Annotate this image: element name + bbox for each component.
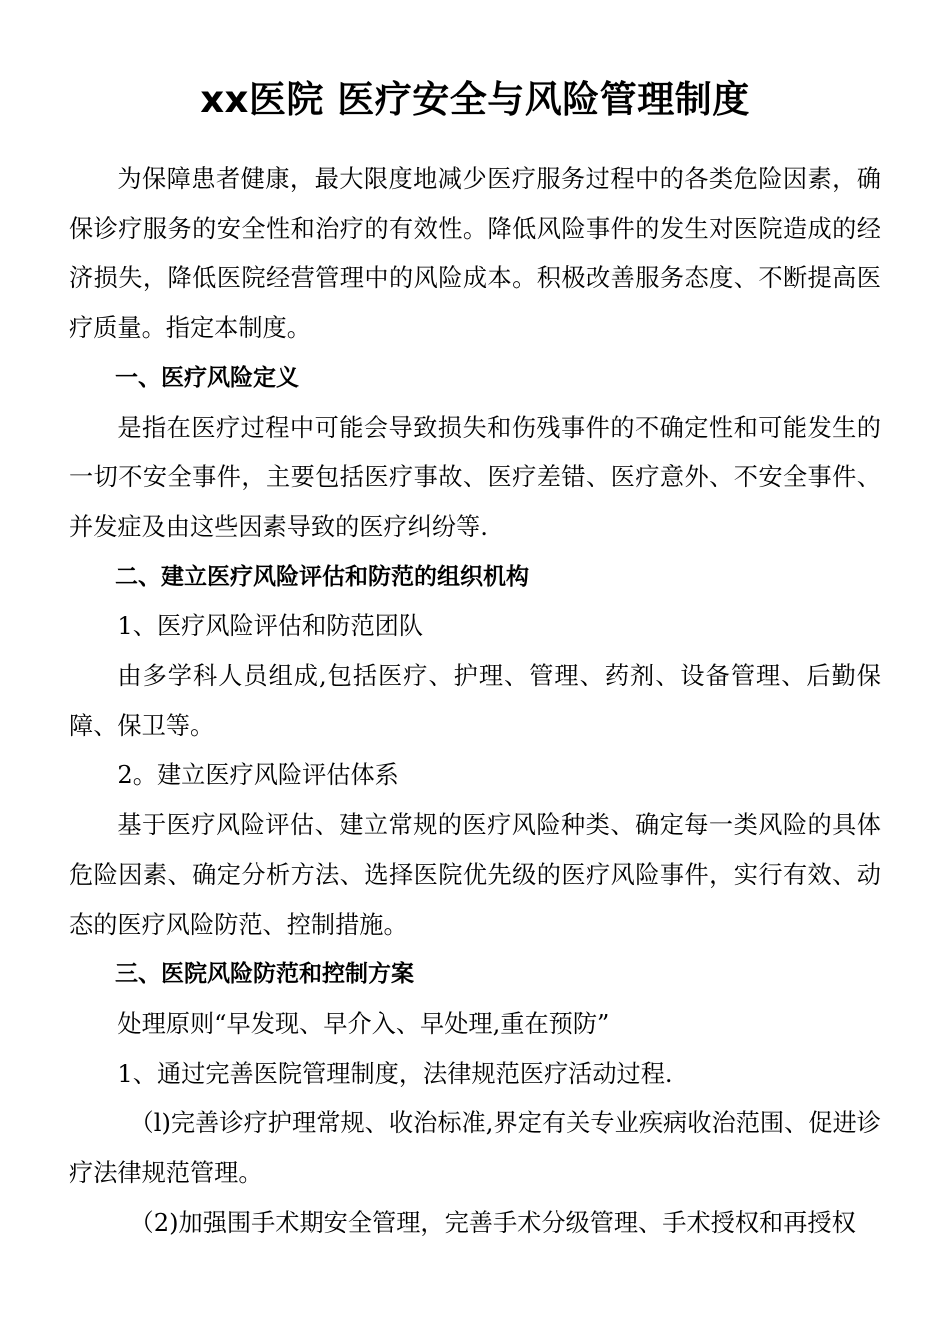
subsection-heading-2-1: 1、医疗风险评估和防范团队	[117, 612, 424, 641]
section-1-paragraph: 是指在医疗过程中可能会导致损失和伤残事件的不确定性和可能发生的一切不安全事件，主要包括医疗事故、医疗差错、医疗意外、不安全事件、并发症及由这些因素导致的医疗纠纷等.	[69, 413, 881, 541]
intro-paragraph: 为保障患者健康，最大限度地减少医疗服务过程中的各类危险因素，确保诊疗服务的安全性和治疗的有效性。降低风险事件的发生对医院造成的经济损失，降低医院经营管理中的风险成本。积极改善服务态度、不断提高医疗质量。指定本制度。	[69, 165, 881, 343]
document-body	[69, 155, 881, 1248]
subsection-2-1-paragraph: 由多学科人员组成,包括医疗、护理、管理、药剂、设备管理、后勤保障、保卫等。	[69, 662, 881, 740]
list-item-1: （l)完善诊疗护理常规、收治标准,界定有关专业疾病收治范围、促进诊疗法律规范管理。	[69, 1109, 881, 1188]
section-heading-1: 一、医疗风险定义	[115, 364, 299, 391]
document-title: xx医院 医疗安全与风险管理制度	[200, 78, 750, 121]
subsection-heading-3-1: 1、通过完善医院管理制度，法律规范医疗活动过程.	[117, 1059, 673, 1088]
section-heading-3: 三、医院风险防范和控制方案	[115, 961, 414, 988]
subsection-2-2-paragraph: 基于医疗风险评估、建立常规的医疗风险种类、确定每一类风险的具体危险因素、确定分析方法、选择医院优先级的医疗风险事件，实行有效、动态的医疗风险防范、控制措施。	[69, 811, 881, 939]
list-item-2: （2)加强围手术期安全管理，完善手术分级管理、手术授权和再授权	[129, 1208, 856, 1237]
subsection-heading-2-2: 2。建立医疗风险评估体系	[117, 761, 399, 790]
principle-paragraph: 处理原则“早发现、早介入、早处理,重在预防”	[117, 1009, 610, 1038]
section-heading-2: 二、建立医疗风险评估和防范的组织机构	[115, 563, 529, 590]
